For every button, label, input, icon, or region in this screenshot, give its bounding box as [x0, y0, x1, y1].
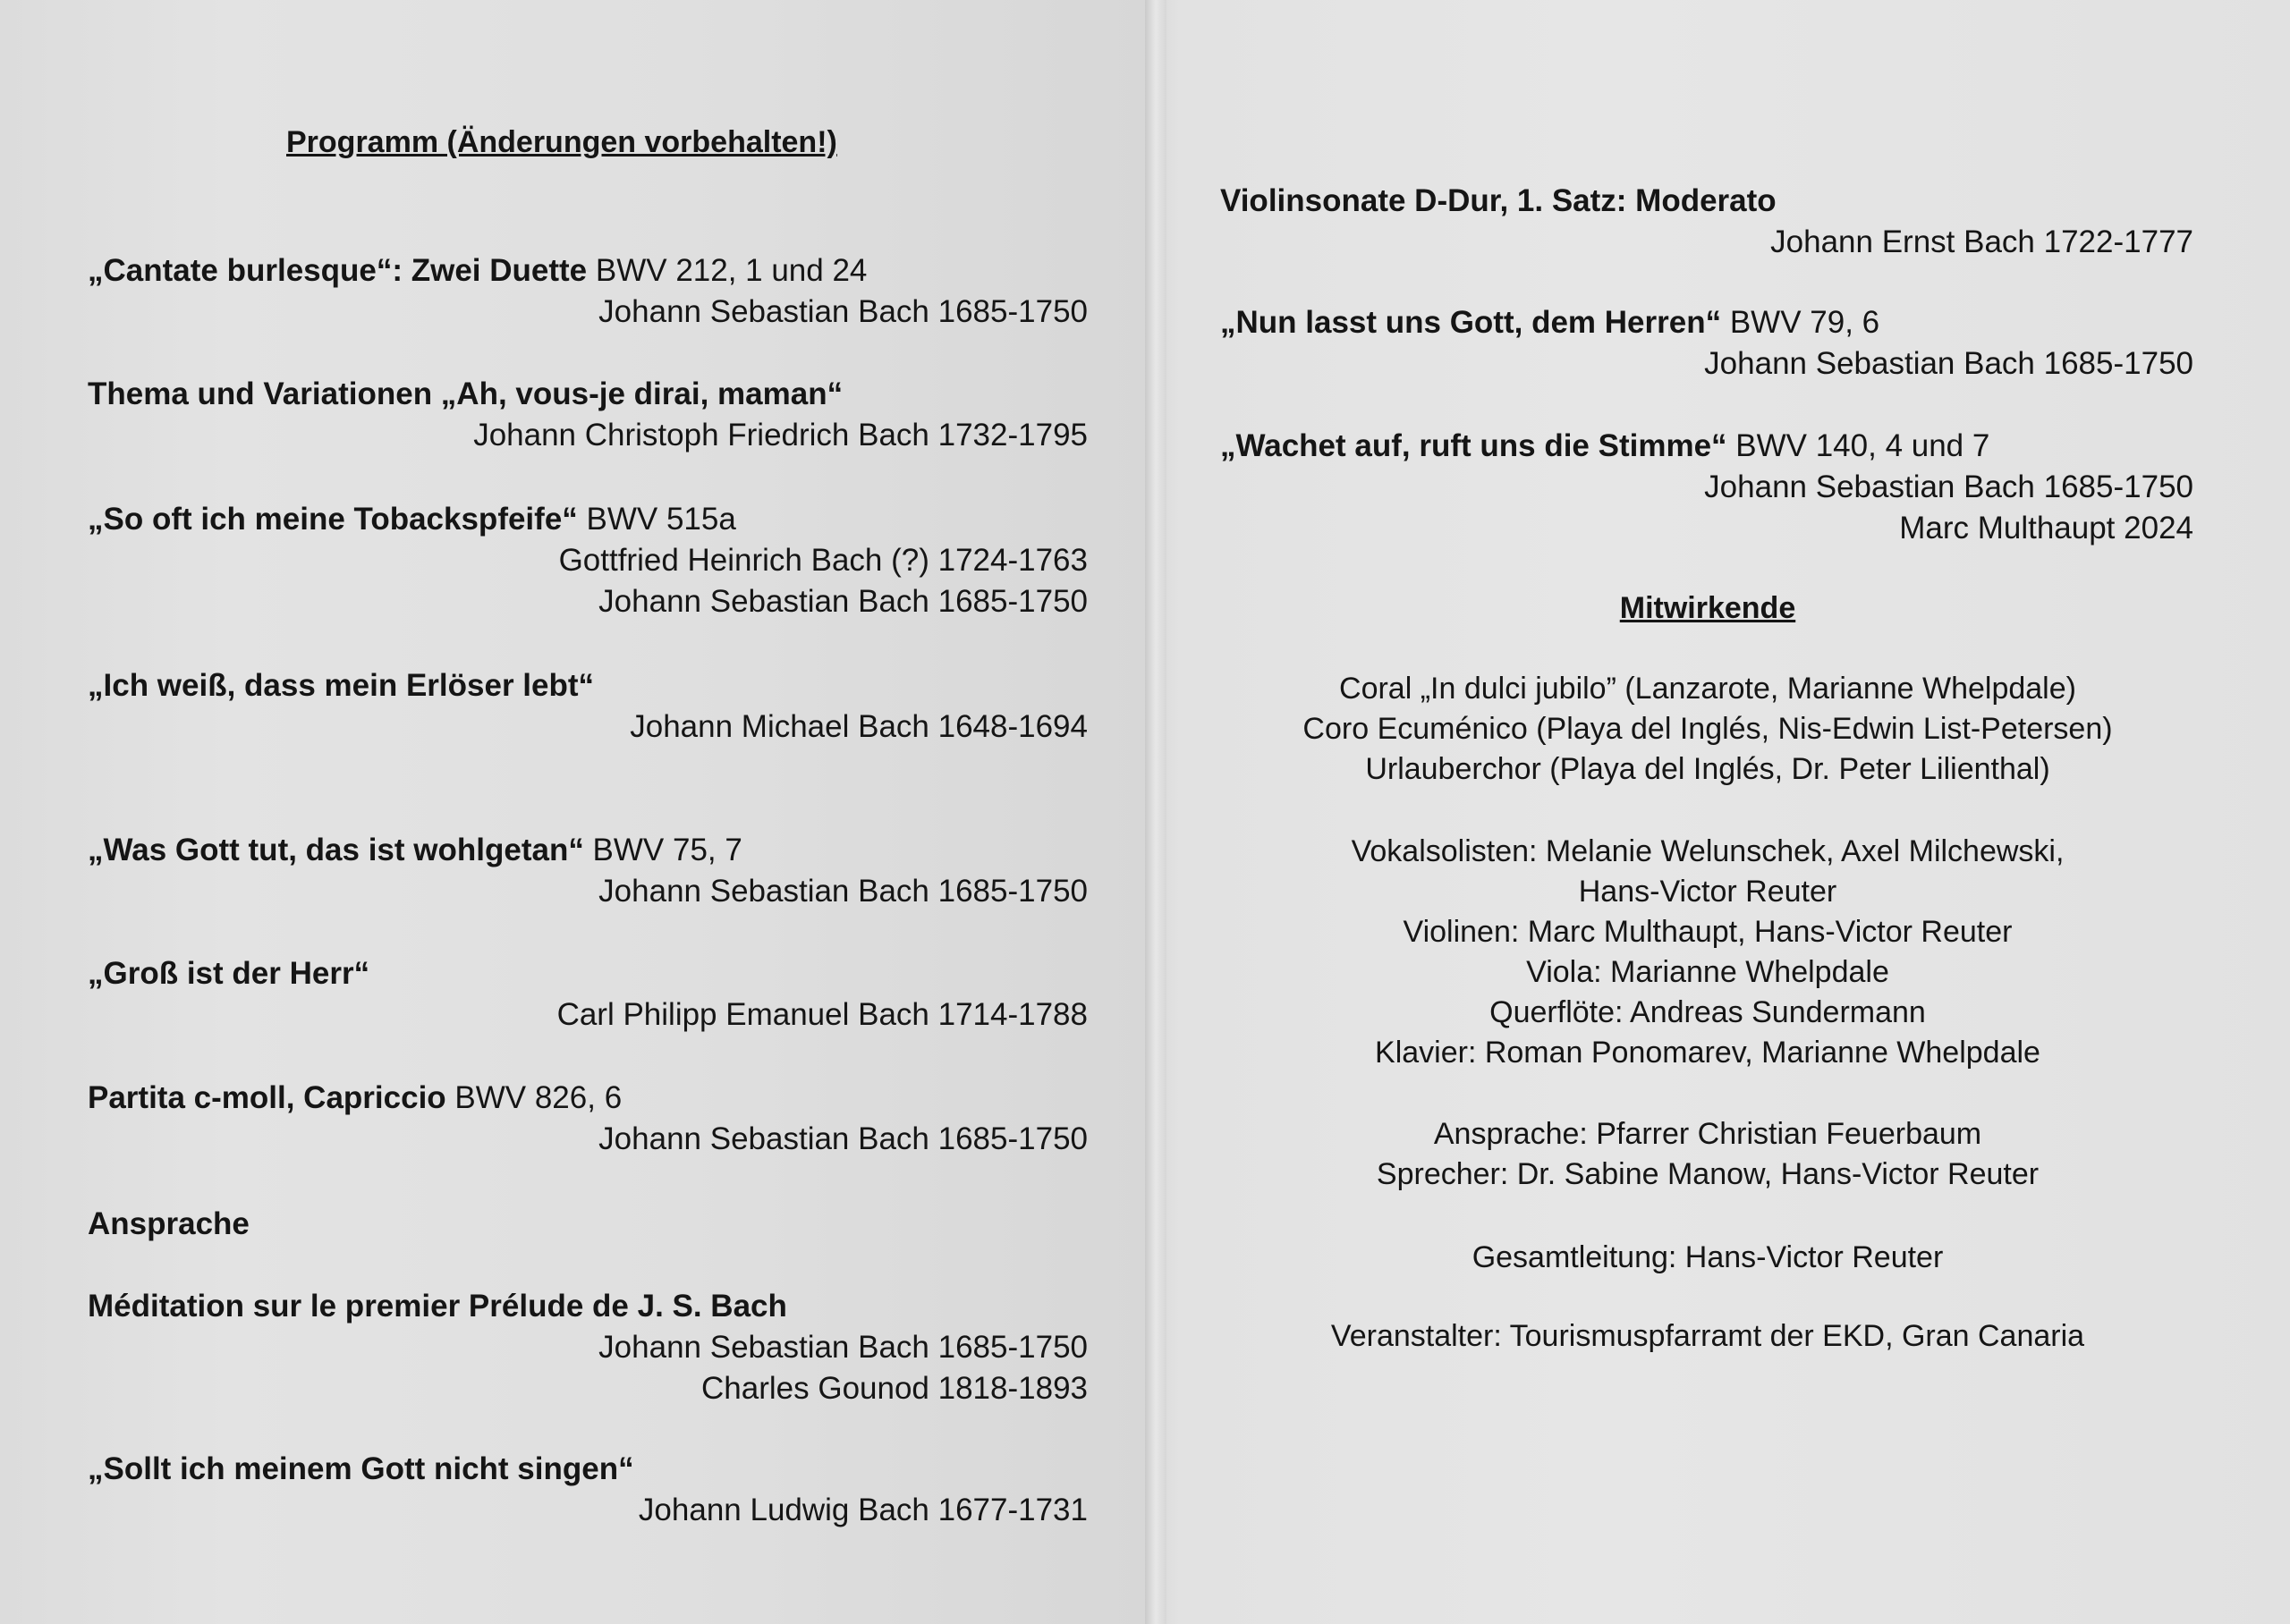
program-entry-13 — [1220, 426, 2193, 549]
entry-title: Partita c-moll, Capriccio — [88, 1080, 446, 1115]
program-entry-10 — [88, 1449, 1088, 1531]
entry-title: Méditation sur le premier Prélude de J. S. Bach — [88, 1289, 787, 1324]
entry-title: Violinsonate D-Dur, 1. Satz: Moderato — [1220, 183, 1777, 218]
entry-composer: Gottfried Heinrich Bach (?) 1724-1763 — [558, 543, 1088, 578]
entry-title: „Ich weiß, dass mein Erlöser lebt“ — [88, 668, 595, 703]
choir-list — [1166, 669, 2249, 790]
entry-title: „Groß ist der Herr“ — [88, 956, 370, 991]
program-entry-1 — [88, 250, 1088, 333]
program-entry-6 — [88, 953, 1088, 1036]
organizer-text: Veranstalter: Tourismuspfarramt der EKD, Gran Canaria — [1330, 1319, 2085, 1353]
program-entry-12 — [1220, 302, 2193, 385]
choir-line: Urlauberchor (Playa del Inglés, Dr. Peter Lilienthal) — [1365, 752, 2050, 786]
choir-line: Coro Ecuménico (Playa del Inglés, Nis-Edwin List-Petersen) — [1302, 712, 2113, 746]
entry-catalog: BWV 515a — [577, 502, 736, 537]
program-entry-11 — [1220, 181, 2193, 263]
musician-line: Viola: Marianne Whelpdale — [1526, 955, 1889, 989]
entry-composer: Johann Ludwig Bach 1677-1731 — [638, 1493, 1088, 1527]
entry-composer: Johann Sebastian Bach 1685-1750 — [598, 1330, 1088, 1365]
entry-title: Thema und Variationen „Ah, vous-je dirai, maman“ — [88, 376, 844, 411]
page-fold — [1145, 0, 1166, 1624]
entry-composer: Marc Multhaupt 2024 — [1899, 511, 2193, 546]
entry-composer: Johann Sebastian Bach 1685-1750 — [1704, 469, 2193, 504]
entry-composer: Johann Ernst Bach 1722-1777 — [1770, 224, 2193, 259]
program-entry-7 — [88, 1078, 1088, 1160]
entry-catalog: BWV 75, 7 — [583, 833, 742, 867]
entry-composer: Johann Sebastian Bach 1685-1750 — [1704, 346, 2193, 381]
program-entry-2 — [88, 374, 1088, 456]
program-entry-3 — [88, 499, 1088, 622]
entry-catalog: BWV 212, 1 und 24 — [587, 253, 868, 288]
program-entry-5 — [88, 830, 1088, 912]
program-entry-4 — [88, 665, 1088, 748]
musician-line: Querflöte: Andreas Sundermann — [1489, 995, 1926, 1029]
entry-composer: Johann Michael Bach 1648-1694 — [630, 709, 1088, 744]
musician-line: Vokalsolisten: Melanie Welunschek, Axel Milchewski, — [1351, 834, 2065, 868]
entry-catalog: BWV 826, 6 — [445, 1080, 623, 1115]
entry-catalog: BWV 140, 4 und 7 — [1726, 428, 1990, 463]
speaker-line: Ansprache: Pfarrer Christian Feuerbaum — [1433, 1117, 1982, 1151]
entry-composer: Johann Sebastian Bach 1685-1750 — [598, 874, 1088, 909]
credits-heading: Mitwirkende — [1619, 591, 1796, 625]
speaker-line: Sprecher: Dr. Sabine Manow, Hans-Victor Reuter — [1376, 1157, 2040, 1191]
entry-composer: Charles Gounod 1818-1893 — [701, 1371, 1088, 1406]
entry-title: „Sollt ich meinem Gott nicht singen“ — [88, 1451, 634, 1486]
program-heading: Programm (Änderungen vorbehalten!) — [286, 125, 837, 159]
entry-title: „Wachet auf, ruft uns die Stimme“ — [1220, 428, 1727, 463]
program-entry-9 — [88, 1286, 1088, 1409]
entry-catalog: BWV 79, 6 — [1721, 305, 1880, 340]
musician-line: Violinen: Marc Multhaupt, Hans-Victor Reuter — [1403, 915, 2013, 949]
entry-title: „Was Gott tut, das ist wohlgetan“ — [88, 833, 584, 867]
entry-title: Ansprache — [88, 1206, 250, 1241]
credits-heading-wrap — [1166, 588, 2249, 629]
right-page — [1166, 0, 2290, 1624]
entry-title: „Nun lasst uns Gott, dem Herren“ — [1220, 305, 1722, 340]
choir-line: Coral „In dulci jubilo” (Lanzarote, Marianne Whelpdale) — [1339, 672, 2076, 706]
entry-composer: Carl Philipp Emanuel Bach 1714-1788 — [556, 997, 1088, 1032]
direction-line — [1166, 1238, 2249, 1278]
entry-title: „So oft ich meine Tobackspfeife“ — [88, 502, 578, 537]
musician-list — [1166, 832, 2249, 1073]
entry-composer: Johann Sebastian Bach 1685-1750 — [598, 294, 1088, 329]
entry-composer: Johann Christoph Friedrich Bach 1732-1795 — [473, 418, 1088, 453]
musician-line: Hans-Victor Reuter — [1578, 875, 1837, 909]
musician-line: Klavier: Roman Ponomarev, Marianne Whelpdale — [1375, 1036, 2040, 1070]
entry-title: „Cantate burlesque“: Zwei Duette — [88, 253, 588, 288]
entry-composer: Johann Sebastian Bach 1685-1750 — [598, 584, 1088, 619]
direction-text: Gesamtleitung: Hans-Victor Reuter — [1472, 1240, 1944, 1274]
entry-composer: Johann Sebastian Bach 1685-1750 — [598, 1121, 1088, 1156]
speaker-list — [1166, 1114, 2249, 1195]
program-entry-8 — [88, 1204, 1088, 1245]
organizer-line — [1166, 1316, 2249, 1357]
